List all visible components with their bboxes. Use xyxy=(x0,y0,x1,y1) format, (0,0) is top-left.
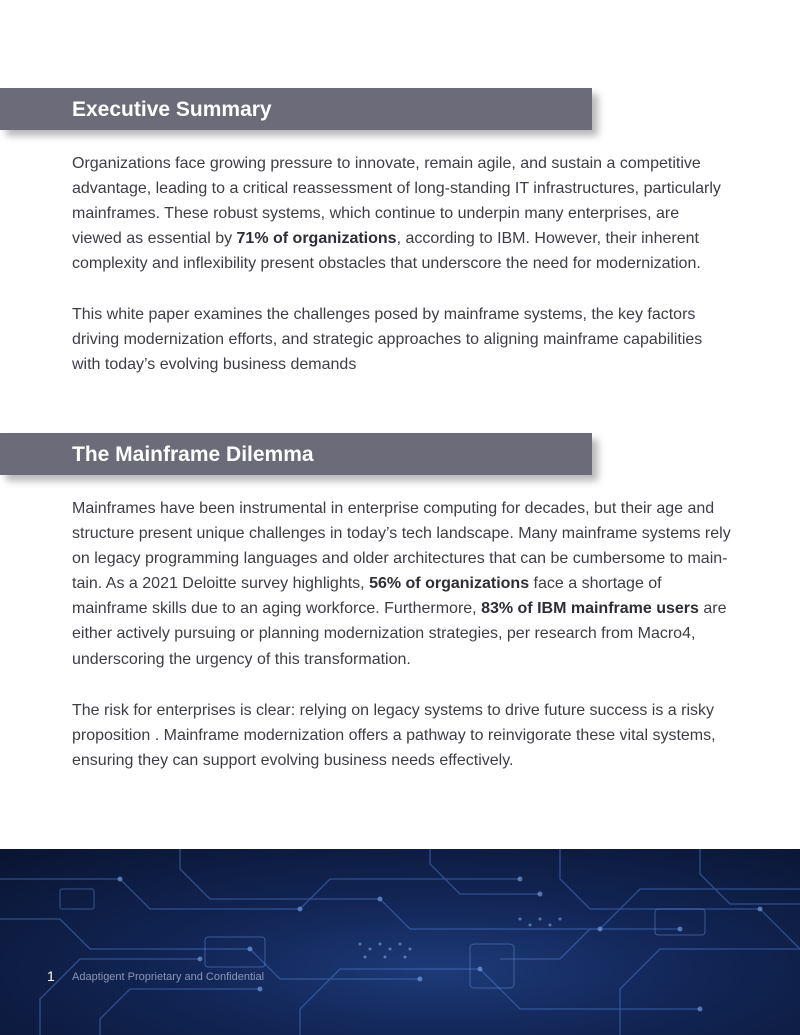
footer-circuit-banner xyxy=(0,849,800,1035)
stat-highlight: 83% of IBM mainframe users xyxy=(481,600,699,618)
text-run: , according to IBM. However, their inherent complexity and inflexibility present obstacles that underscore the need for modernization. xyxy=(72,230,701,273)
stat-highlight: 56% of organizations xyxy=(369,575,530,593)
section-heading-band xyxy=(0,433,592,475)
section-heading-executive-summary: Executive Summary xyxy=(72,98,272,121)
executive-summary-paragraph-1 xyxy=(72,151,732,276)
text-run: face a shortage of mainframe skills due to an aging workforce. Furthermore, xyxy=(72,575,662,618)
mainframe-dilemma-paragraph-1 xyxy=(72,496,732,672)
section-heading-mainframe-dilemma: The Mainframe Dilemma xyxy=(72,443,314,466)
mainframe-dilemma-paragraph-2: The risk for enterprises is clear: relying on legacy systems to drive future success is a risky proposition . Mainframe modernization offers a pathway to reinvigorate these vital systems, ensuring they can support evolving business needs effectively. xyxy=(72,702,716,770)
page-number: 1 xyxy=(47,968,55,984)
text-run: are either actively pursuing or planning modernization strategies, per research from Macro4, underscoring the urgency of this transformation. xyxy=(72,600,727,668)
text-run: Organizations face growing pressure to innovate, remain agile, and sustain a competitive advantage, leading to a critical reassessment of long-standing IT infrastructures, particularly mainframes. These robust systems, which continue to underpin many enterprises, are viewed as essential by xyxy=(72,155,721,248)
circuit-board-image xyxy=(0,849,800,1035)
executive-summary-paragraph-2: This white paper examines the challenges posed by mainframe systems, the key factors driving modernization efforts, and strategic approaches to aligning mainframe capabilities with today’s evolving business demands xyxy=(72,306,703,374)
section-heading-band xyxy=(0,88,592,130)
text-run: Mainframes have been instrumental in enterprise computing for decades, but their age and structure present unique challenges in today’s tech landscape. Many mainframe systems rely on legacy programming languages and older architectures that can be cumbersome to main-tain. As a 2021 Deloitte survey highlights, xyxy=(72,500,731,593)
stat-highlight: 71% of organizations xyxy=(236,230,397,248)
confidentiality-notice: Adaptigent Proprietary and Confidential xyxy=(72,971,265,983)
